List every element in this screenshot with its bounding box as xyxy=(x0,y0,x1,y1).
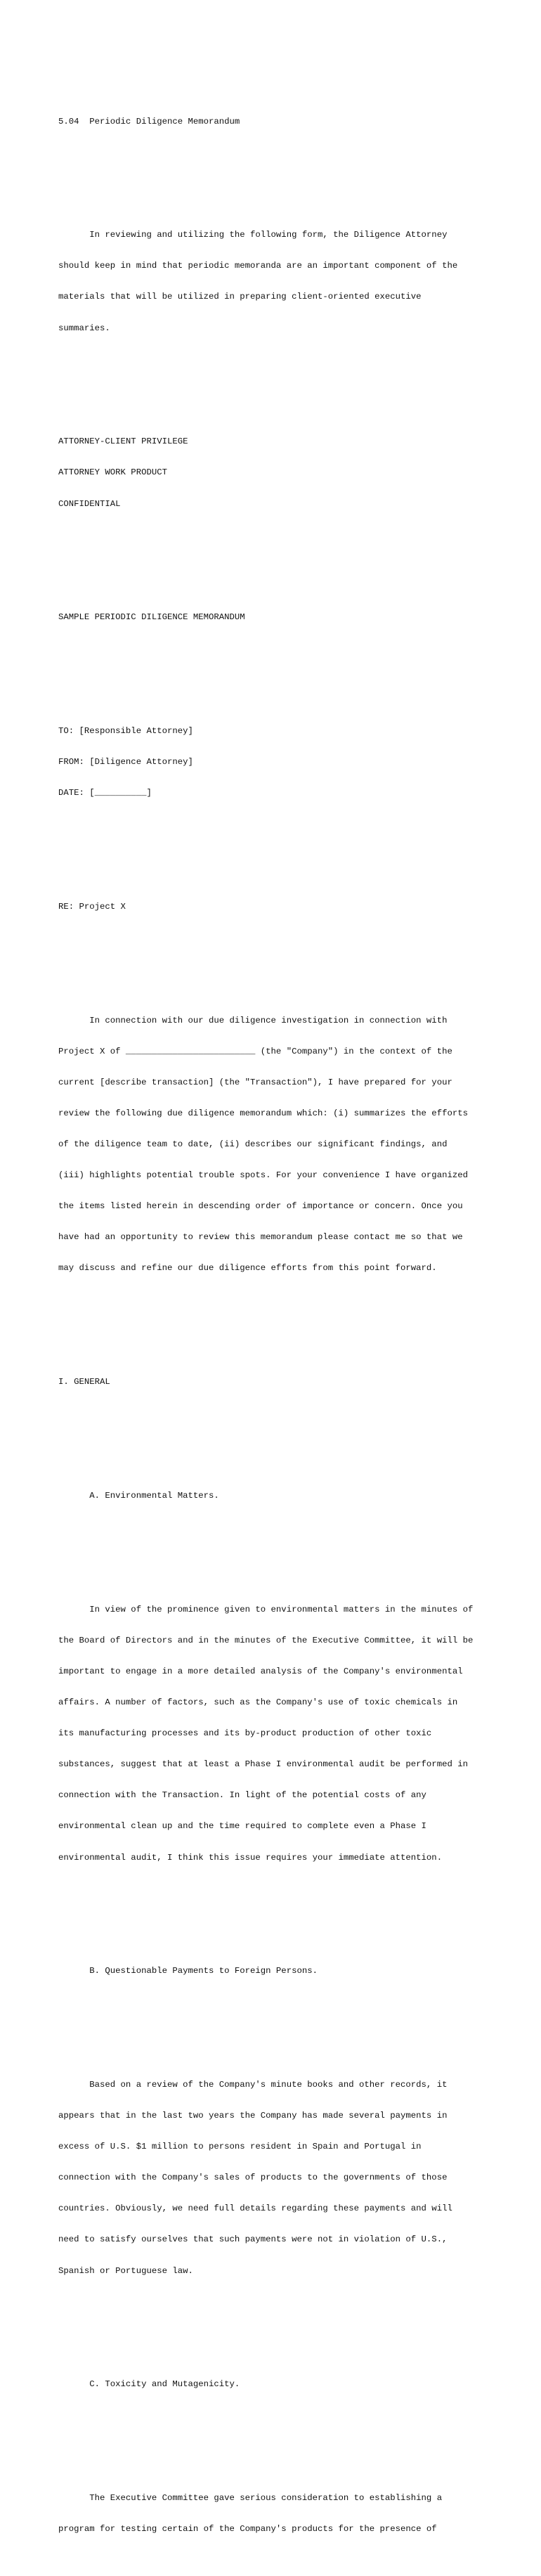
text-line: (iii) highlights potential trouble spots. For your convenience I have organized xyxy=(58,1170,468,1181)
heading-payments xyxy=(58,1946,508,1998)
paragraph-gap xyxy=(58,664,508,675)
text-line: important to engage in a more detailed analysis of the Company's environmental xyxy=(58,1666,463,1676)
paragraph-gap xyxy=(58,168,508,179)
text-line: current [describe transaction] (the "Transaction"), I have prepared for your xyxy=(58,1077,452,1087)
memo-to: TO: [Responsible Attorney] xyxy=(58,725,193,736)
text-line: C. Toxicity and Mutagenicity. xyxy=(58,2379,240,2390)
memo-date: DATE: [__________] xyxy=(58,788,152,798)
text-line: have had an opportunity to review this memorandum please contact me so that we xyxy=(58,1232,463,1243)
heading-environmental xyxy=(58,1470,508,1522)
text-line: review the following due diligence memorandum which: (i) summarizes the efforts xyxy=(58,1108,468,1118)
paragraph-gap xyxy=(58,2431,508,2442)
text-line: Based on a review of the Company's minute books and other records, it xyxy=(58,2079,448,2090)
para-environmental xyxy=(58,1584,508,1883)
text-line: the items listed herein in descending order of importance or concern. Once you xyxy=(58,1201,463,1212)
text-line: environmental audit, I think this issue requires your immediate attention. xyxy=(58,1852,443,1863)
paragraph-gap xyxy=(58,953,508,964)
paragraph-gap xyxy=(58,375,508,385)
text-line: 5.04 Periodic Diligence Memorandum xyxy=(58,116,240,127)
text-line: I. GENERAL xyxy=(58,1377,110,1387)
text-line: ATTORNEY WORK PRODUCT xyxy=(58,467,167,478)
text-line: may discuss and refine our due diligence efforts from this point forward. xyxy=(58,1263,437,1274)
text-line: connection with the Transaction. In light of the potential costs of any xyxy=(58,1790,426,1801)
memo-re xyxy=(58,881,508,933)
paragraph-gap xyxy=(58,840,508,850)
text-line: In connection with our due diligence investigation in connection with xyxy=(58,1015,448,1025)
memo-intro xyxy=(58,995,508,1294)
text-line: the Board of Directors and in the minutes of the Executive Committee, it will be xyxy=(58,1635,474,1645)
document-page xyxy=(58,65,508,2576)
paragraph-gap xyxy=(58,1315,508,1326)
memo-header xyxy=(58,706,508,820)
text-line: In view of the prominence given to environmental matters in the minutes of xyxy=(58,1604,474,1614)
para-payments xyxy=(58,2059,508,2297)
text-line: materials that will be utilized in preparing client-oriented executive xyxy=(58,292,422,302)
section-heading xyxy=(58,96,508,148)
text-line: should keep in mind that periodic memoranda are an important component of the xyxy=(58,261,458,271)
text-line: B. Questionable Payments to Foreign Persons. xyxy=(58,1966,318,1976)
text-line: countries. Obviously, we need full details regarding these payments and will xyxy=(58,2203,452,2214)
paragraph-gap xyxy=(58,1542,508,1553)
memo-from: FROM: [Diligence Attorney] xyxy=(58,757,193,768)
text-line: The Executive Committee gave serious consideration to establishing a xyxy=(58,2493,443,2504)
memo-title xyxy=(58,592,508,644)
text-line: need to satisfy ourselves that such payments were not in violation of U.S., xyxy=(58,2234,448,2245)
text-line: Spanish or Portuguese law. xyxy=(58,2265,193,2276)
text-line: In reviewing and utilizing the following form, the Diligence Attorney xyxy=(58,230,448,240)
text-line: summaries. xyxy=(58,323,110,333)
text-line: Project X of _________________________ (the "Company") in the context of the xyxy=(58,1046,452,1056)
intro-paragraph xyxy=(58,209,508,354)
text-line: of the diligence team to date, (ii) describes our significant findings, and xyxy=(58,1139,448,1150)
text-line: environmental clean up and the time required to complete even a Phase I xyxy=(58,1821,426,1832)
text-line: its manufacturing processes and its by-product production of other toxic xyxy=(58,1728,432,1739)
paragraph-gap xyxy=(58,2317,508,2328)
privilege-notice xyxy=(58,416,508,530)
text-line: affairs. A number of factors, such as the Company's use of toxic chemicals in xyxy=(58,1697,458,1707)
para-toxicity xyxy=(58,2473,508,2556)
text-line: A. Environmental Matters. xyxy=(58,1490,219,1501)
text-line: connection with the Company's sales of products to the governments of those xyxy=(58,2173,448,2183)
heading-toxicity xyxy=(58,2359,508,2411)
text-line: appears that in the last two years the Company has made several payments in xyxy=(58,2111,448,2121)
text-line: program for testing certain of the Company's products for the presence of xyxy=(58,2524,437,2535)
text-line: SAMPLE PERIODIC DILIGENCE MEMORANDUM xyxy=(58,612,245,623)
text-line: ATTORNEY-CLIENT PRIVILEGE xyxy=(58,436,188,447)
paragraph-gap xyxy=(58,1904,508,1915)
paragraph-gap xyxy=(58,1429,508,1439)
paragraph-gap xyxy=(58,2018,508,2028)
text-line: CONFIDENTIAL xyxy=(58,498,121,509)
text-line: excess of U.S. $1 million to persons resident in Spain and Portugal in xyxy=(58,2142,422,2152)
heading-general xyxy=(58,1357,508,1409)
text-line: RE: Project X xyxy=(58,901,126,912)
text-line: substances, suggest that at least a Phase I environmental audit be performed in xyxy=(58,1759,468,1770)
paragraph-gap xyxy=(58,550,508,561)
